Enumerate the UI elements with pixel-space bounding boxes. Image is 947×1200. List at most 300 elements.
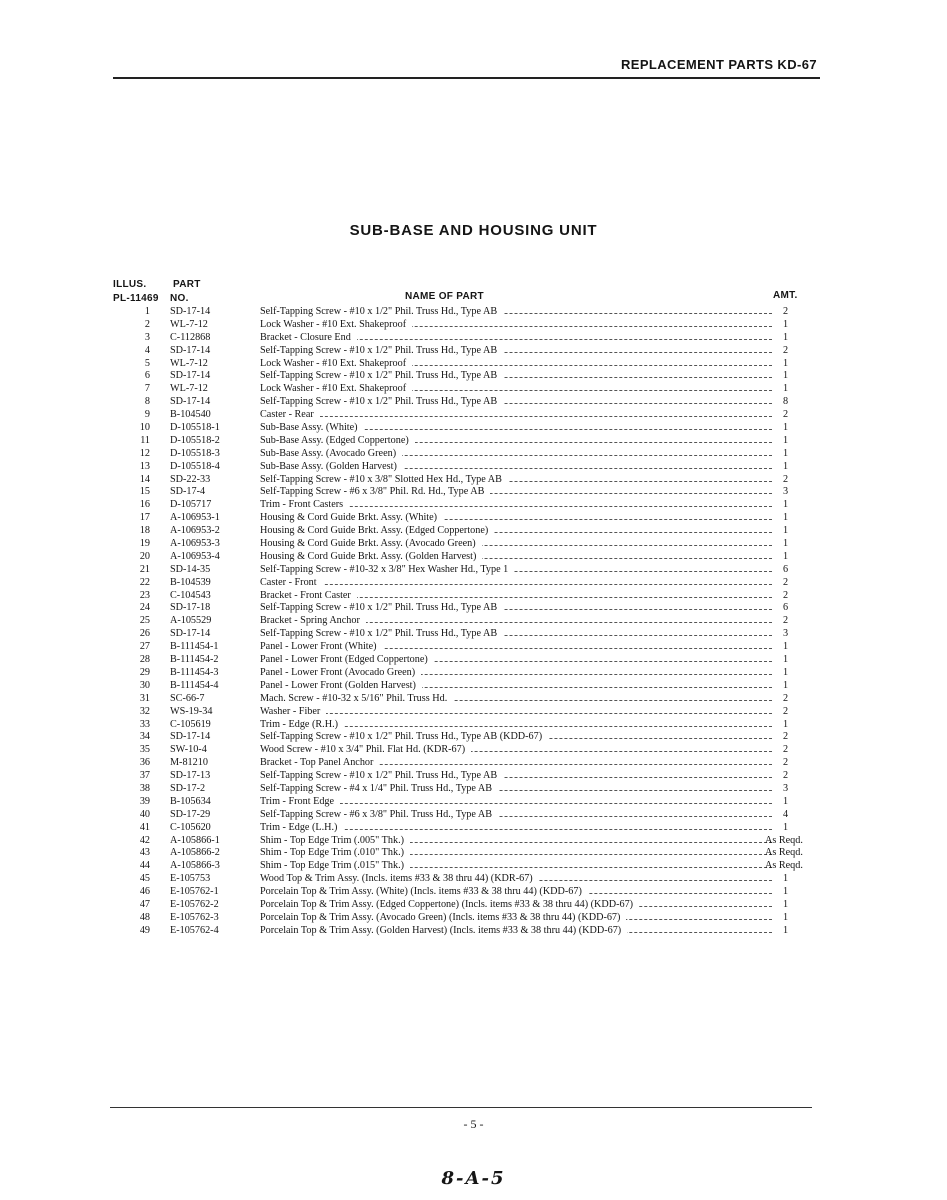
part-number: SD-22-33 — [170, 473, 211, 485]
part-number: C-105619 — [170, 718, 211, 730]
part-amount: 2 — [783, 757, 789, 769]
part-name: Porcelain Top & Trim Assy. (Avocado Green) (Incls. items #33 & 38 thru 44) (KDD-67) — [260, 912, 626, 923]
part-number: E-105762-1 — [170, 886, 219, 898]
illus-number: 16 — [139, 499, 150, 511]
part-name-cell — [260, 512, 780, 525]
table-row — [0, 422, 947, 435]
illus-number: 9 — [144, 409, 150, 421]
part-amount: 2 — [783, 705, 789, 717]
illus-number: 31 — [139, 692, 150, 704]
part-name: Porcelain Top & Trim Assy. (Golden Harvest) (Incls. items #33 & 38 thru 44) (KDD-67) — [260, 925, 627, 936]
part-number: SD-17-2 — [170, 782, 206, 794]
part-number: SD-17-18 — [170, 602, 211, 614]
footer-rule — [110, 1107, 812, 1108]
part-name-cell — [260, 667, 780, 680]
part-number: E-105753 — [170, 873, 211, 885]
illus-number: 4 — [144, 344, 150, 356]
table-row — [0, 873, 947, 886]
table-row — [0, 693, 947, 706]
part-name: Self-Tapping Screw - #6 x 3/8" Phil. Truss Hd., Type AB — [260, 809, 498, 820]
table-row — [0, 899, 947, 912]
part-number: B-105634 — [170, 795, 211, 807]
part-name: Bracket - Top Panel Anchor — [260, 757, 379, 768]
part-number: WL-7-12 — [170, 318, 208, 330]
column-header-illus-number: PL-11469 — [113, 293, 159, 304]
part-number: SD-17-4 — [170, 486, 206, 498]
table-row — [0, 486, 947, 499]
part-number: SD-17-14 — [170, 306, 211, 317]
part-number: D-105518-4 — [170, 460, 220, 472]
part-name: Shim - Top Edge Trim (.010" Thk.) — [260, 847, 410, 858]
table-row — [0, 474, 947, 487]
part-name: Caster - Front — [260, 577, 323, 588]
part-name-cell — [260, 628, 780, 641]
illus-number: 25 — [139, 615, 150, 627]
table-row — [0, 822, 947, 835]
part-name: Self-Tapping Screw - #10 x 3/8" Slotted Hex Hd., Type AB — [260, 474, 508, 485]
part-name-cell — [260, 847, 780, 860]
part-name: Porcelain Top & Trim Assy. (Edged Coppertone) (Incls. items #33 & 38 thru 44) (KDD-67) — [260, 899, 639, 910]
part-amount: As Reqd. — [765, 834, 803, 846]
part-name-cell — [260, 860, 780, 873]
table-row — [0, 319, 947, 332]
part-number: A-106953-3 — [170, 538, 220, 550]
part-name-cell — [260, 435, 780, 448]
illus-number: 18 — [139, 525, 150, 537]
part-name: Panel - Lower Front (White) — [260, 641, 383, 652]
illus-number: 20 — [139, 550, 150, 562]
part-name: Panel - Lower Front (Golden Harvest) — [260, 680, 422, 691]
part-name-cell — [260, 925, 780, 938]
part-number: D-105518-2 — [170, 434, 220, 446]
page-number: - 5 - — [463, 1117, 484, 1131]
illus-number: 24 — [139, 602, 150, 614]
part-name-cell — [260, 873, 780, 886]
part-number: D-105717 — [170, 499, 212, 511]
part-name: Lock Washer - #10 Ext. Shakeproof — [260, 358, 412, 369]
part-amount: 1 — [783, 434, 789, 446]
table-row — [0, 332, 947, 345]
part-amount: 1 — [783, 886, 789, 898]
illus-number: 49 — [139, 924, 150, 936]
part-amount: As Reqd. — [765, 860, 803, 872]
part-amount: 2 — [783, 306, 789, 317]
part-number: SD-17-14 — [170, 731, 211, 743]
illus-number: 39 — [139, 795, 150, 807]
part-name-cell — [260, 783, 780, 796]
part-name-cell — [260, 474, 780, 487]
part-name: Lock Washer - #10 Ext. Shakeproof — [260, 383, 412, 394]
table-row — [0, 370, 947, 383]
table-row — [0, 409, 947, 422]
part-name: Caster - Rear — [260, 409, 320, 420]
part-name-cell — [260, 358, 780, 371]
part-number: SD-14-35 — [170, 563, 211, 575]
table-row — [0, 628, 947, 641]
part-amount: 2 — [783, 770, 789, 782]
part-name-cell — [260, 719, 780, 732]
part-name: Washer - Fiber — [260, 706, 326, 717]
part-amount: 1 — [783, 422, 789, 434]
table-row — [0, 731, 947, 744]
part-name: Housing & Cord Guide Brkt. Assy. (Edged Coppertone) — [260, 525, 494, 536]
part-amount: 1 — [783, 898, 789, 910]
part-number: A-106953-4 — [170, 550, 220, 562]
part-name: Shim - Top Edge Trim (.005" Thk.) — [260, 835, 410, 846]
illus-number: 40 — [139, 808, 150, 820]
section-title: SUB-BASE AND HOUSING UNIT — [349, 222, 598, 239]
part-amount: 2 — [783, 615, 789, 627]
table-row — [0, 835, 947, 848]
part-name: Trim - Edge (L.H.) — [260, 822, 343, 833]
part-name: Housing & Cord Guide Brkt. Assy. (Avocado Green) — [260, 538, 482, 549]
table-row — [0, 641, 947, 654]
part-name: Housing & Cord Guide Brkt. Assy. (White) — [260, 512, 443, 523]
column-header-illus: ILLUS. — [113, 279, 147, 290]
part-name-cell — [260, 461, 780, 474]
part-number: C-104543 — [170, 589, 211, 601]
part-name-cell — [260, 899, 780, 912]
illus-number: 19 — [139, 538, 150, 550]
part-name-cell — [260, 525, 780, 538]
part-amount: 2 — [783, 576, 789, 588]
part-number: A-105529 — [170, 615, 212, 627]
table-row — [0, 680, 947, 693]
illus-number: 7 — [144, 383, 150, 395]
part-name: Self-Tapping Screw - #10-32 x 3/8" Hex Washer Hd., Type 1 — [260, 564, 514, 575]
part-number: M-81210 — [170, 757, 208, 769]
part-amount: 1 — [783, 654, 789, 666]
part-number: SD-17-14 — [170, 370, 211, 382]
part-name: Trim - Edge (R.H.) — [260, 719, 344, 730]
part-name: Lock Washer - #10 Ext. Shakeproof — [260, 319, 412, 330]
table-row — [0, 358, 947, 371]
table-row — [0, 860, 947, 873]
illus-number: 17 — [139, 512, 150, 524]
part-amount: 3 — [783, 628, 789, 640]
table-row — [0, 912, 947, 925]
part-number: SD-17-14 — [170, 628, 211, 640]
part-number: SC-66-7 — [170, 692, 205, 704]
part-amount: 2 — [783, 409, 789, 421]
part-number: SD-17-13 — [170, 770, 211, 782]
illus-number: 2 — [144, 318, 150, 330]
part-name-cell — [260, 409, 780, 422]
part-name-cell — [260, 654, 780, 667]
part-name-cell — [260, 770, 780, 783]
part-name-cell — [260, 886, 780, 899]
part-name-cell — [260, 706, 780, 719]
illus-number: 6 — [144, 370, 150, 382]
part-number: C-105620 — [170, 821, 211, 833]
part-name: Sub-Base Assy. (White) — [260, 422, 364, 433]
part-amount: 1 — [783, 460, 789, 472]
part-number: B-104539 — [170, 576, 211, 588]
part-number: SD-17-14 — [170, 344, 211, 356]
part-number: SD-17-29 — [170, 808, 211, 820]
illus-number: 45 — [139, 873, 150, 885]
part-amount: 1 — [783, 538, 789, 550]
table-row — [0, 461, 947, 474]
part-number: B-111454-4 — [170, 679, 219, 691]
part-number: A-105866-1 — [170, 834, 220, 846]
part-amount: 1 — [783, 795, 789, 807]
part-amount: 6 — [783, 563, 789, 575]
part-name-cell — [260, 486, 780, 499]
part-amount: 1 — [783, 924, 789, 936]
part-amount: 2 — [783, 731, 789, 743]
part-amount: 1 — [783, 370, 789, 382]
part-name-cell — [260, 332, 780, 345]
part-name: Self-Tapping Screw - #4 x 1/4" Phil. Truss Hd., Type AB — [260, 783, 498, 794]
part-amount: 3 — [783, 486, 789, 498]
part-name-cell — [260, 370, 780, 383]
table-row — [0, 577, 947, 590]
table-row — [0, 551, 947, 564]
column-header-part: PART — [173, 279, 201, 290]
part-amount: 1 — [783, 331, 789, 343]
table-row — [0, 783, 947, 796]
part-number: E-105762-4 — [170, 924, 219, 936]
part-amount: 1 — [783, 512, 789, 524]
part-name: Panel - Lower Front (Avocado Green) — [260, 667, 421, 678]
table-row — [0, 615, 947, 628]
part-number: D-105518-1 — [170, 422, 220, 434]
illus-number: 5 — [144, 357, 150, 369]
illus-number: 23 — [139, 589, 150, 601]
part-amount: 1 — [783, 318, 789, 330]
part-number: SW-10-4 — [170, 744, 207, 756]
illus-number: 48 — [139, 911, 150, 923]
part-name: Self-Tapping Screw - #10 x 1/2" Phil. Truss Hd., Type AB — [260, 306, 503, 317]
part-name: Bracket - Front Caster — [260, 590, 357, 601]
illus-number: 47 — [139, 898, 150, 910]
part-amount: 3 — [783, 782, 789, 794]
header-rule — [113, 77, 820, 79]
table-row — [0, 602, 947, 615]
column-header-amount: AMT. — [773, 290, 798, 301]
illus-number: 11 — [140, 434, 150, 446]
illus-number: 46 — [139, 886, 150, 898]
illus-number: 3 — [144, 331, 150, 343]
illus-number: 12 — [139, 447, 150, 459]
part-name: Self-Tapping Screw - #10 x 1/2" Phil. Truss Hd., Type AB — [260, 370, 503, 381]
table-row — [0, 306, 947, 319]
part-name-cell — [260, 396, 780, 409]
part-name: Self-Tapping Screw - #10 x 1/2" Phil. Truss Hd., Type AB — [260, 770, 503, 781]
part-number: B-111454-2 — [170, 654, 219, 666]
table-row — [0, 654, 947, 667]
illus-number: 41 — [139, 821, 150, 833]
part-name-cell — [260, 383, 780, 396]
part-name-cell — [260, 564, 780, 577]
illus-number: 26 — [139, 628, 150, 640]
part-amount: 1 — [783, 447, 789, 459]
table-row — [0, 706, 947, 719]
table-row — [0, 925, 947, 938]
part-name: Porcelain Top & Trim Assy. (White) (Incls. items #33 & 38 thru 44) (KDD-67) — [260, 886, 588, 897]
illus-number: 13 — [139, 460, 150, 472]
part-number: B-111454-3 — [170, 666, 219, 678]
part-name: Self-Tapping Screw - #10 x 1/2" Phil. Truss Hd., Type AB — [260, 396, 503, 407]
part-amount: 2 — [783, 744, 789, 756]
part-amount: As Reqd. — [765, 847, 803, 859]
part-name-cell — [260, 796, 780, 809]
illus-number: 34 — [139, 731, 150, 743]
illus-number: 44 — [139, 860, 150, 872]
part-name: Self-Tapping Screw - #6 x 3/8" Phil. Rd. Hd., Type AB — [260, 486, 490, 497]
table-row — [0, 564, 947, 577]
part-name: Self-Tapping Screw - #10 x 1/2" Phil. Truss Hd., Type AB — [260, 345, 503, 356]
part-number: A-105866-3 — [170, 860, 220, 872]
illus-number: 27 — [139, 641, 150, 653]
part-amount: 2 — [783, 344, 789, 356]
illus-number: 28 — [139, 654, 150, 666]
part-name-cell — [260, 577, 780, 590]
part-number: WL-7-12 — [170, 357, 208, 369]
part-name-cell — [260, 319, 780, 332]
illus-number: 21 — [139, 563, 150, 575]
illus-number: 8 — [144, 396, 150, 408]
part-amount: 2 — [783, 473, 789, 485]
part-number: WS-19-34 — [170, 705, 213, 717]
part-number: B-111454-1 — [170, 641, 219, 653]
table-row — [0, 512, 947, 525]
part-amount: 1 — [783, 911, 789, 923]
part-name-cell — [260, 590, 780, 603]
part-name: Trim - Front Casters — [260, 499, 349, 510]
part-number: D-105518-3 — [170, 447, 220, 459]
part-amount: 1 — [783, 666, 789, 678]
part-name: Sub-Base Assy. (Edged Coppertone) — [260, 435, 415, 446]
part-amount: 1 — [783, 525, 789, 537]
table-row — [0, 757, 947, 770]
part-name-cell — [260, 499, 780, 512]
table-row — [0, 719, 947, 732]
part-number: A-106953-1 — [170, 512, 220, 524]
part-amount: 4 — [783, 808, 789, 820]
part-name: Bracket - Spring Anchor — [260, 615, 366, 626]
part-amount: 1 — [783, 821, 789, 833]
page-header-title: REPLACEMENT PARTS KD-67 — [620, 57, 817, 72]
illus-number: 35 — [139, 744, 150, 756]
table-row — [0, 744, 947, 757]
part-name-cell — [260, 757, 780, 770]
table-row — [0, 796, 947, 809]
table-row — [0, 538, 947, 551]
table-row — [0, 667, 947, 680]
part-amount: 1 — [783, 873, 789, 885]
part-name: Shim - Top Edge Trim (.015" Thk.) — [260, 860, 410, 871]
part-amount: 1 — [783, 357, 789, 369]
part-name: Self-Tapping Screw - #10 x 1/2" Phil. Truss Hd., Type AB — [260, 602, 503, 613]
table-row — [0, 499, 947, 512]
table-row — [0, 345, 947, 358]
part-name-cell — [260, 345, 780, 358]
part-name-cell — [260, 448, 780, 461]
part-name-cell — [260, 551, 780, 564]
part-name-cell — [260, 835, 780, 848]
part-name-cell — [260, 680, 780, 693]
table-row — [0, 435, 947, 448]
part-name-cell — [260, 602, 780, 615]
part-number: E-105762-3 — [170, 911, 219, 923]
illus-number: 38 — [139, 782, 150, 794]
part-amount: 1 — [783, 718, 789, 730]
part-number: WL-7-12 — [170, 383, 208, 395]
illus-number: 30 — [139, 679, 150, 691]
table-row — [0, 396, 947, 409]
table-row — [0, 590, 947, 603]
illus-number: 10 — [139, 422, 150, 434]
part-name: Sub-Base Assy. (Avocado Green) — [260, 448, 402, 459]
part-amount: 1 — [783, 641, 789, 653]
part-name: Sub-Base Assy. (Golden Harvest) — [260, 461, 403, 472]
part-name-cell — [260, 538, 780, 551]
part-name-cell — [260, 731, 780, 744]
table-row — [0, 809, 947, 822]
parts-list — [0, 306, 947, 938]
table-row — [0, 886, 947, 899]
part-number: SD-17-14 — [170, 396, 211, 408]
handwritten-mark: 8-A-5 — [441, 1168, 506, 1189]
part-number: B-104540 — [170, 409, 211, 421]
part-name: Self-Tapping Screw - #10 x 1/2" Phil. Truss Hd., Type AB (KDD-67) — [260, 731, 548, 742]
illus-number: 1 — [144, 306, 150, 317]
illus-number: 32 — [139, 705, 150, 717]
part-name-cell — [260, 615, 780, 628]
part-name: Wood Top & Trim Assy. (Incls. items #33 & 38 thru 44) (KDR-67) — [260, 873, 539, 884]
part-name-cell — [260, 306, 780, 319]
table-row — [0, 448, 947, 461]
part-name: Self-Tapping Screw - #10 x 1/2" Phil. Truss Hd., Type AB — [260, 628, 503, 639]
illus-number: 15 — [139, 486, 150, 498]
illus-number: 42 — [139, 834, 150, 846]
part-name-cell — [260, 422, 780, 435]
table-row — [0, 847, 947, 860]
table-row — [0, 525, 947, 538]
part-name-cell — [260, 744, 780, 757]
illus-number: 14 — [139, 473, 150, 485]
part-name-cell — [260, 693, 780, 706]
part-amount: 2 — [783, 692, 789, 704]
part-name: Housing & Cord Guide Brkt. Assy. (Golden Harvest) — [260, 551, 482, 562]
part-number: E-105762-2 — [170, 898, 219, 910]
column-header-name: NAME OF PART — [405, 291, 484, 302]
part-name-cell — [260, 809, 780, 822]
illus-number: 33 — [139, 718, 150, 730]
table-row — [0, 770, 947, 783]
illus-number: 43 — [139, 847, 150, 859]
table-row — [0, 383, 947, 396]
part-name-cell — [260, 912, 780, 925]
part-amount: 1 — [783, 383, 789, 395]
part-amount: 2 — [783, 589, 789, 601]
part-name: Bracket - Closure End — [260, 332, 357, 343]
illus-number: 22 — [139, 576, 150, 588]
part-amount: 1 — [783, 679, 789, 691]
part-name: Panel - Lower Front (Edged Coppertone) — [260, 654, 434, 665]
column-header-part-number: NO. — [170, 293, 189, 304]
part-amount: 1 — [783, 499, 789, 511]
part-name: Mach. Screw - #10-32 x 5/16" Phil. Truss Hd. — [260, 693, 453, 704]
part-name: Trim - Front Edge — [260, 796, 340, 807]
part-name-cell — [260, 641, 780, 654]
part-amount: 8 — [783, 396, 789, 408]
part-number: A-106953-2 — [170, 525, 220, 537]
part-name: Wood Screw - #10 x 3/4" Phil. Flat Hd. (KDR-67) — [260, 744, 471, 755]
part-number: C-112868 — [170, 331, 211, 343]
